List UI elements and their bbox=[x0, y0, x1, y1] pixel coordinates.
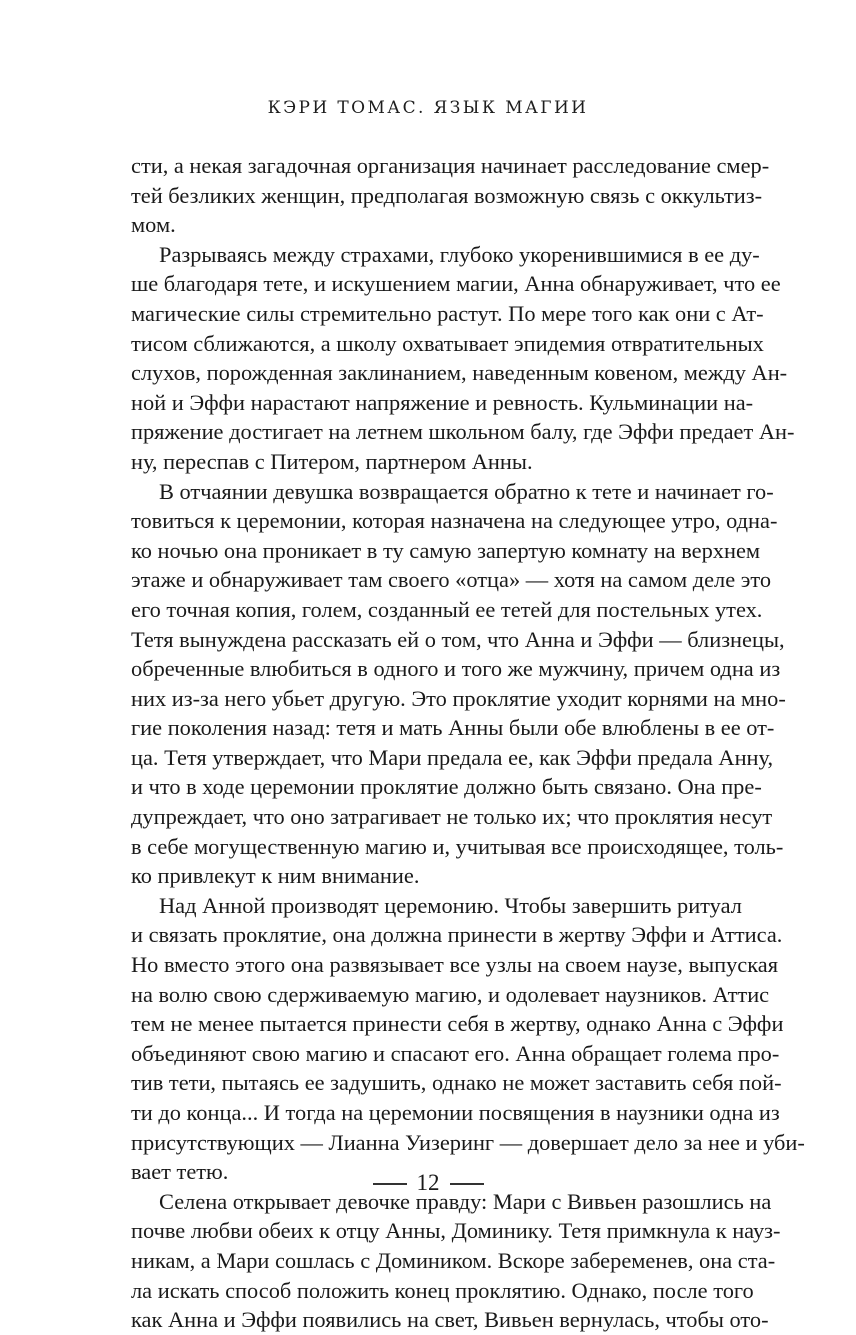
text-line: них из-за него убьет другую. Это проклятие уходит корнями на мно- bbox=[131, 685, 786, 711]
text-line: никам, а Мари сошлась с Домиником. Вскоре забеременев, она ста- bbox=[131, 1247, 776, 1273]
text-line: гие поколения назад: тетя и мать Анны были обе влюблены в ее от- bbox=[131, 715, 775, 741]
text-line: слухов, порожденная заклинанием, наведенным ковеном, между Ан- bbox=[131, 360, 788, 386]
paragraph bbox=[131, 1187, 781, 1335]
text-line: как Анна и Эффи появились на свет, Вивьен вернулась, чтобы ото- bbox=[131, 1307, 769, 1333]
text-line: обреченные влюбиться в одного и того же мужчину, причем одна из bbox=[131, 656, 781, 682]
text-line: Селена открывает девочке правду: Мари с Вивьен разошлись на bbox=[159, 1188, 772, 1214]
paragraph bbox=[131, 891, 805, 1187]
folio-dash-left bbox=[373, 1183, 407, 1185]
text-line: ной и Эффи нарастают напряжение и ревность. Кульминации на- bbox=[131, 389, 754, 415]
text-line: и что в ходе церемонии проклятие должно быть связано. Она пре- bbox=[131, 774, 762, 800]
paragraph bbox=[131, 477, 786, 891]
paragraph bbox=[131, 151, 770, 240]
text-line: ко ночью она проникает в ту самую запертую комнату на верхнем bbox=[131, 537, 761, 563]
text-line: ла искать способ положить конец проклятию. Однако, после того bbox=[131, 1277, 754, 1303]
text-line: ше благодаря тете, и искушением магии, Анна обнаруживает, что ее bbox=[131, 271, 781, 297]
text-line: В отчаянии девушка возвращается обратно к тете и начинает го- bbox=[159, 478, 774, 504]
text-line: тисом сближаются, а школу охватывает эпидемия отвратительных bbox=[131, 330, 764, 356]
text-line: почве любви обеих к отцу Анны, Доминику. Тетя примкнула к науз- bbox=[131, 1218, 781, 1244]
page-number: 12 bbox=[416, 1170, 440, 1195]
text-line: товиться к церемонии, которая назначена на следующее утро, одна- bbox=[131, 508, 778, 534]
text-line: тив тети, пытаясь ее задушить, однако не может заставить себя пой- bbox=[131, 1070, 782, 1096]
body-text bbox=[131, 151, 805, 1335]
running-header-title: КЭРИ ТОМАС. ЯЗЫК МАГИИ bbox=[267, 98, 589, 118]
text-line: ти до конца... И тогда на церемонии посвящения в наузники одна из bbox=[131, 1100, 780, 1125]
text-line: на волю свою сдерживаемую магию, и одолевает наузников. Аттис bbox=[131, 981, 770, 1007]
text-line: его точная копия, голем, созданный ее тетей для постельных утех. bbox=[131, 596, 763, 622]
text-line: ца. Тетя утверждает, что Мари предала ее, как Эффи предала Анну, bbox=[131, 744, 774, 770]
text-line: этаже и обнаруживает там своего «отца» — хотя на самом деле это bbox=[131, 567, 772, 593]
text-line: и связать проклятие, она должна принести в жертву Эффи и Аттиса. bbox=[131, 922, 783, 948]
text-line: присутствующих — Лианна Уизеринг — довершает дело за нее и уби- bbox=[131, 1129, 805, 1155]
text-line: в себе могущественную магию и, учитывая все происходящее, толь- bbox=[131, 833, 784, 859]
text-line: объединяют свою магию и спасают его. Анна обращает голема про- bbox=[131, 1040, 780, 1066]
text-line: дупреждает, что оно затрагивает не только их; что проклятия несут bbox=[131, 804, 773, 830]
page-footer bbox=[0, 1170, 856, 1196]
text-line: ну, переспав с Питером, партнером Анны. bbox=[131, 448, 533, 474]
text-line: магические силы стремительно растут. По мере того как они с Ат- bbox=[131, 300, 764, 326]
text-line: Тетя вынуждена рассказать ей о том, что Анна и Эффи — близнецы, bbox=[131, 626, 785, 652]
text-line: Разрываясь между страхами, глубоко укоренившимися в ее ду- bbox=[159, 241, 760, 267]
folio-dash-right bbox=[450, 1183, 484, 1185]
text-line: Над Анной производят церемонию. Чтобы завершить ритуал bbox=[159, 892, 742, 918]
text-line: сти, а некая загадочная организация начинает расследование смер- bbox=[131, 153, 770, 178]
text-line: тем не менее пытается принести себя в жертву, однако Анна с Эффи bbox=[131, 1011, 784, 1037]
paragraph bbox=[131, 240, 795, 477]
text-line: ко привлекут к ним внимание. bbox=[131, 863, 420, 889]
text-line: пряжение достигает на летнем школьном балу, где Эффи предает Ан- bbox=[131, 419, 795, 445]
text-line: вает тетю. bbox=[131, 1159, 229, 1185]
text-line: мом. bbox=[131, 212, 176, 238]
text-line: тей безликих женщин, предполагая возможную связь с оккультиз- bbox=[131, 182, 763, 208]
text-line: Но вместо этого она развязывает все узлы на своем наузе, выпуская bbox=[131, 952, 778, 978]
